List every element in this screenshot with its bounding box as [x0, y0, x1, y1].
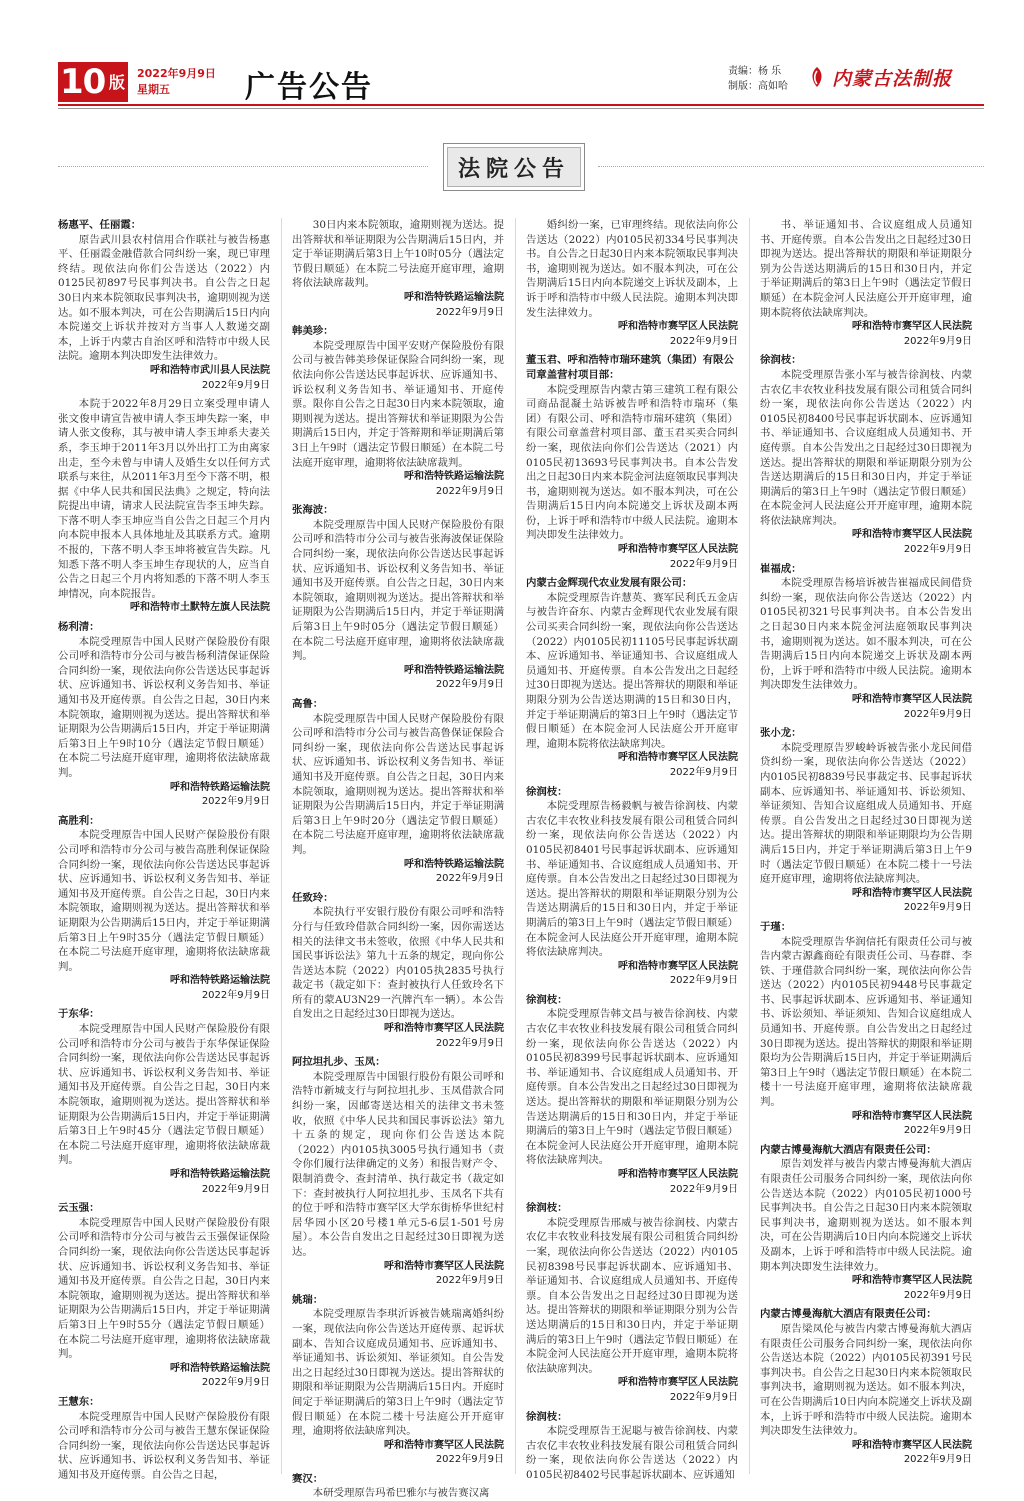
notice-court: 呼和浩特铁路运输法院 [404, 291, 504, 303]
notice-court: 呼和浩特市赛罕区人民法院 [852, 1275, 972, 1287]
notice-body: 本院受理原告杨培诉被告崔福成民间借贷纠纷一案，现依法向你公告送达（2022）内0105民初321号民事判决书。自本公告发出之日起30日内来本院金河法庭领取民事判决书，逾期则视为送达。如不服本判决，可在公告期满后15日内向本院递交上诉状及副本两份，上诉于呼和浩特市中级人民法院。逾期本判决即发生法律效力。 [760, 577, 972, 692]
notice-court: 呼和浩特市赛罕区人民法院 [384, 1023, 504, 1035]
notice-body: 本院受理原告邢威与被告徐润枝、内蒙古农亿丰农牧业科技发展有限公司租赁合同纠纷一案，现依法向你公告送达（2022）内0105民初8398号民事起诉状副本、应诉通知书、举证通知书、合议庭组成人员通知书、开庭传票。自本公告发出之日起经过30日即视为送达。提出答辩状的期限和举证期限分别为公告送达期满后的15日和30日内，并定于举证期满后的第3日上午9时（遇法定节假日顺延）在本院金河人民法庭公开开庭审理，逾期本院将依法缺席判决。 [526, 1216, 738, 1375]
court-notice [292, 1472, 504, 1501]
header-rule [58, 104, 984, 106]
court-notice [292, 218, 504, 320]
court-notice [292, 503, 504, 693]
court-notice [526, 1410, 738, 1483]
newspaper-logo-icon [808, 66, 826, 88]
notice-body: 书、举证通知书、合议庭组成人员通知书、开庭传票。自本公告发出之日起经过30日即视为送达。提出答辩状的期限和举证期限分别为公告送达期满后的15日和30日内，并定于举证期满后的第3日上午9时（遇法定节假日顺延）在本院金河人民法庭公开开庭审理，逾期本院将依法缺席判决。 [760, 219, 972, 319]
notice-body: 本院受理原告罗峻岭诉被告张小龙民间借贷纠纷一案，现依法向你公告送达（2022）内0105民初8839号民事裁定书、民事起诉状副本、应诉通知书、举证通知书、诉讼须知、举证须知、告知合议庭组成人员通知书、开庭传票。自公告发出之日起经过30日即视为送达。提出答辩状的期限和举证期限均为公告期满后15日内，并定于举证期满后第3日上午9时（遇法定节假日顺延）在本院二楼十一号法庭开庭审理，逾期将依法缺席判决。 [760, 741, 972, 886]
court-notice [760, 1143, 972, 1304]
notice-body: 本院受理原告中国人民财产保险股份有限公司呼和浩特市分公司与被告杨利清保证保险合同纠纷一案，现依法向你公告送达民事起诉状、应诉通知书、诉讼权利义务告知书、举证通知书及开庭传票。自公告之日起，30日内来本院领取，逾期则视为送达。提出答辩状和举证期限为公告期满后15日内，并定于举证期满后第3日上午9时10分（遇法定节假日顺延）在本院二号法庭开庭审理，逾期将依法缺席裁判。 [58, 635, 270, 779]
notice-body: 本院受理原告中国人民财产保险股份有限公司呼和浩特市分公司与被告王慧东保证保险合同纠纷一案，现依法向你公告送达民事起诉状、应诉通知书、诉讼权利义务告知书、举证通知书及开庭传票。自公告之日起， [58, 1410, 270, 1481]
notice-body: 本院受理原告中国平安财产保险股份有限公司与被告韩美珍保证保险合同纠纷一案，现依法向你公告送达民事起诉状、应诉通知书、诉讼权利义务告知书、举证通知书、开庭传票。限你自公告之日起30日内来本院领取，逾期则视为送达。提出答辩状和举证期限为公告期满后15日内，并定于答辩期和举证期满后第3日上午9时（遇法定节假日顺延）在本院二号法庭开庭审理，逾期将依法缺席裁判。 [292, 339, 504, 469]
notice-date: 2022年9月9日 [669, 335, 738, 347]
notice-party: 赛汉： [292, 1472, 324, 1485]
notice-court: 呼和浩特市赛罕区人民法院 [852, 529, 972, 541]
notice-date: 2022年9月9日 [201, 1183, 270, 1195]
notice-court: 呼和浩特市赛罕区人民法院 [618, 321, 738, 333]
notice-party: 徐润枝： [526, 785, 568, 798]
notice-party: 张海波： [292, 504, 334, 517]
editor-credits [728, 64, 788, 94]
notice-court: 呼和浩特市赛罕区人民法院 [618, 960, 738, 972]
notice-party: 董玉君、呼和浩特市瑞环建筑（集团）有限公司章盖营村项目部： [526, 354, 734, 381]
notice-body: 本院受理原告中国人民财产保险股份有限公司呼和浩特市分公司与被告于东华保证保险合同纠纷一案，现依法向你公告送达民事起诉状、应诉通知书、诉讼权利义务告知书、举证通知书及开庭传票。自公告之日起，30日内来本院领取，逾期则视为送达。提出答辩状和举证期限为公告期满后15日内，并定于举证期满后第3日上午9时45分（遇法定节假日顺延）在本院二号法庭开庭审理，逾期将依法缺席裁判。 [58, 1023, 270, 1167]
notice-party: 徐润枝： [526, 993, 568, 1006]
notice-body: 本院于2022年8月29日立案受理申请人张文俊申请宣告被申请人李玉坤失踪一案，申请人张文俊称，其与被申请人李玉坤系夫妻关系，李玉坤于2011年3月以外出打工为由离家出走，至今未曾与申请人及婚生女以任何方式联系与来往，从2011年3月至今下落不明，根据《中华人民共和国民法典》之规定，特向法院提出申请，请求人民法院宣告李玉坤失踪。下落不明人李玉坤应当自公告之日起三个月内向本院申报本人具体地址及其联系方式。逾期不报的，下落不明人李玉坤将被宣告失踪。凡知悉下落不明人李玉坤生存现状的人，应当自公告之日起三个月内将知悉的下落不明人李玉坤情况，向本院报告。 [58, 398, 270, 600]
notice-date: 2022年9月9日 [903, 1454, 972, 1466]
producer-name: 制版：高如哈 [728, 81, 788, 92]
notice-party: 张小龙： [760, 727, 802, 740]
notice-court: 呼和浩特市土默特左旗人民法院 [130, 602, 270, 614]
notice-party: 内蒙古博曼海航大酒店有限责任公司： [760, 1308, 937, 1321]
court-notice [292, 1293, 504, 1468]
notice-court: 呼和浩特铁路运输法院 [170, 781, 270, 793]
court-notice [760, 1307, 972, 1468]
column-separator [281, 218, 282, 1474]
notice-court: 呼和浩特铁路运输法院 [404, 471, 504, 483]
notice-court: 呼和浩特市赛罕区人民法院 [618, 1377, 738, 1389]
page-number-badge [58, 62, 128, 102]
notice-date: 2022年9月9日 [201, 379, 270, 391]
section-title: 广告公告 [245, 70, 373, 105]
court-notice [526, 218, 738, 349]
court-notice [58, 814, 270, 1004]
notice-body: 本院受理原告李琪沂诉被告姚瑞离婚纠纷一案，现依法向你公告送达开庭传票、起诉状副本、告知合议庭成员通知书、应诉通知书、举证通知书、诉讼须知、举证须知。自公告发出之日起经过30日即视为送达。提出答辩状的期限和举证期限为公告期满后15日内。开庭时间定于举证期满后的第3日上午9时（遇法定节假日顺延）在本院二楼十号法庭公开开庭审理，逾期将依法缺席判决。 [292, 1308, 504, 1438]
court-notice [760, 726, 972, 916]
notice-court: 呼和浩特市赛罕区人民法院 [852, 887, 972, 899]
notice-party: 于瑾： [760, 920, 792, 933]
notice-body: 本院受理原告内蒙古第三建筑工程有限公司商品混凝土站诉被告呼和浩特市瑞环（集团）有限公司、呼和浩特市瑞环建筑（集团）有限公司章盖营村项目部、董玉君买卖合同纠纷一案，现依法向你们公告送达（2021）内0105民初13693号民事判决书。自本公告发出之日起30日内来本院金河法庭领取民事判决书，逾期则视为送达。如不服本判决，可在公告期满后15日内向本院递交上诉状及副本两份，上诉于呼和浩特市中级人民法院。逾期本判决即发生法律效力。 [526, 383, 738, 542]
banner-title: 法院公告 [457, 155, 570, 182]
court-notice [58, 1007, 270, 1197]
notice-date: 2022年9月9日 [903, 902, 972, 914]
notice-date: 2022年9月9日 [669, 975, 738, 987]
notice-party: 于东华： [58, 1008, 100, 1021]
notice-date: 2022年9月9日 [903, 1125, 972, 1137]
notice-party: 崔福成： [760, 562, 802, 575]
notice-court: 呼和浩特市赛罕区人民法院 [618, 544, 738, 556]
notice-date: 2022年9月9日 [669, 766, 738, 778]
notice-body: 本院受理原告韩文昌与被告徐润枝、内蒙古农亿丰农牧业科技发展有限公司租赁合同纠纷一案，现依法向你公告送达（2022）内0105民初8399号民事起诉状副本、应诉通知书、举证通知书、合议庭组成人员通知书、开庭传票。自本公告发出之日起经过30日即视为送达。提出答辩状的期限和举证期限分别为公告送达期满后的15日和30日内，并定于举证期满后的第3日上午9时（遇法定节假日顺延）在本院金河人民法庭公开开庭审理，逾期本院将依法缺席判决。 [526, 1008, 738, 1167]
notice-court: 呼和浩特市赛罕区人民法院 [618, 752, 738, 764]
court-notice [526, 785, 738, 989]
court-notice [58, 397, 270, 616]
banner-line-left [58, 166, 428, 167]
notice-party: 阿拉坦扎步、玉凤： [292, 1056, 386, 1069]
court-notice [292, 1055, 504, 1289]
notice-court: 呼和浩特市赛罕区人民法院 [852, 321, 972, 333]
notice-body: 本研受理原告玛希巴雅尔与被告赛汉离 [312, 1487, 490, 1500]
court-notice [58, 620, 270, 810]
column-separator [515, 218, 516, 1474]
notice-party: 高胜利： [58, 814, 100, 827]
notice-date: 2022年9月9日 [903, 335, 972, 347]
court-notice [526, 353, 738, 572]
notice-date: 2022年9月9日 [903, 544, 972, 556]
notice-party: 徐润枝： [526, 1202, 568, 1215]
notice-column-2 [292, 218, 504, 1500]
notice-date: 2022年9月9日 [669, 558, 738, 570]
notice-column-1 [58, 218, 270, 1481]
court-notice [526, 1201, 738, 1405]
notice-date: 2022年9月9日 [669, 1183, 738, 1195]
column-separator [749, 218, 750, 1474]
page-number: 10 [60, 62, 106, 102]
issue-weekday: 星期五 [137, 83, 170, 96]
notice-body: 本院执行平安银行股份有限公司呼和浩特分行与任致玲借款合同纠纷一案，因你需送达相关的法律文书未签收，依照《中华人民共和国民事诉讼法》第九十五条的规定，现向你公告送达本院（2022）内0105执2835号执行裁定书（裁定如下：查封被执行人任致玲名下所有的蒙AU3N29一汽牌汽车一辆）。本公告自发出之日起经过30日即视为送达。 [292, 906, 504, 1021]
court-notice [292, 324, 504, 499]
notice-body: 本院受理原告中国人民财产保险股份有限公司呼和浩特市分公司与被告高胜利保证保险合同纠纷一案，现依法向你公告送达民事起诉状、应诉通知书、诉讼权利义务告知书、举证通知书及开庭传票。自公告之日起，30日内来本院领取，逾期则视为送达。提出答辩状和举证期限为公告期满后15日内，并定于举证期满后第3日上午9时35分（遇法定节假日顺延）在本院二号法庭开庭审理，逾期将依法缺席裁判。 [58, 829, 270, 973]
notice-party: 徐润枝： [526, 1410, 568, 1423]
notice-party: 内蒙古博曼海航大酒店有限责任公司： [760, 1143, 937, 1156]
notice-body: 30日内来本院领取，逾期则视为送达。提出答辩状和举证期限为公告期满后15日内，并定于举证期满后第3日上午10时05分（遇法定节假日顺延）在本院二号法庭开庭审理，逾期将依法缺席裁判。 [292, 219, 504, 290]
court-notice [58, 1395, 270, 1483]
notice-court: 呼和浩特铁路运输法院 [404, 664, 504, 676]
notice-party: 徐润枝： [760, 354, 802, 367]
court-notice [58, 1201, 270, 1391]
notice-body: 本院受理原告中国人民财产保险股份有限公司呼和浩特市分公司与被告张海波保证保险合同纠纷一案，现依法向你公告送达民事起诉状、应诉通知书、诉讼权利义务告知书、举证通知书及开庭传票。自公告之日起，30日内来本院领取，逾期则视为送达。提出答辩状和举证期限为公告期满后15日内，并定于举证期满后第3日上午9时05分（遇法定节假日顺延）在本院二号法庭开庭审理，逾期将依法缺席裁判。 [292, 518, 504, 663]
court-notice [760, 353, 972, 557]
notice-court: 呼和浩特市赛罕区人民法院 [852, 1110, 972, 1122]
court-notice [760, 920, 972, 1139]
page-suffix: 版 [106, 74, 126, 90]
notice-date: 2022年9月9日 [435, 679, 504, 691]
notice-party: 杨惠平、任丽霞： [58, 219, 142, 231]
notice-date: 2022年9月9日 [669, 1391, 738, 1403]
court-notice [292, 891, 504, 1052]
issue-date-block [137, 66, 216, 98]
header-rule-thin [58, 108, 984, 109]
notice-body: 本院受理原告中国人民财产保险股份有限公司呼和浩特市分公司与被告云玉强保证保险合同纠纷一案，现依法向你公告送达民事起诉状、应诉通知书、诉讼权利义务告知书、举证通知书及开庭传票。自公告之日起，30日内来本院领取，逾期则视为送达。提出答辩状和举证期限为公告期满后15日内，并定于举证期满后第3日上午9时55分（遇法定节假日顺延）在本院二号法庭开庭审理，逾期将依法缺席裁判。 [58, 1216, 270, 1361]
notice-date: 2022年9月9日 [435, 1037, 504, 1049]
notice-court: 呼和浩特市赛罕区人民法院 [852, 694, 972, 705]
notice-column-3 [526, 218, 738, 1481]
banner-line-right [598, 166, 984, 167]
notice-body: 原告梁凤伦与被告内蒙古博曼海航大酒店有限责任公司服务合同纠纷一案，现依法向你公告送达本院（2022）内0105民初391号民事判决书。自公告之日起30日内来本院领取民事判决书，逾期则视为送达。如不服本判决，可在公告期满后10日内向本院递交上诉状及副本，上诉于呼和浩特市中级人民法院。逾期本判决即发生法律效力。 [760, 1322, 972, 1438]
notice-court: 呼和浩特铁路运输法院 [404, 858, 504, 870]
notice-body: 本院受理原告杨毅帆与被告徐润枝、内蒙古农亿丰农牧业科技发展有限公司租赁合同纠纷一案，现依法向你公告送达（2022）内0105民初8401号民事起诉状副本、应诉通知书、举证通知书、合议庭组成人员通知书、开庭传票。自本公告发出之日起经过30日即视为送达。提出答辩状的期限和举证期限分别为公告送达期满后的15日和30日内，并定于举证期满后的第3日上午9时（遇法定节假日顺延）在本院金河人民法庭公开开庭审理，逾期本院将依法缺席判决。 [526, 800, 738, 959]
notice-date: 2022年9月9日 [903, 1289, 972, 1301]
notice-body: 原告武川县农村信用合作联社与被告杨惠平、任丽霞金融借款合同纠纷一案，现已审理终结。现依法向你们公告送达（2022）内0125民初897号民事判决书。自公告之日起30日内来本院领取民事判决书，逾期则视为送达。如不服本判决，可在公告期满后15日内向本院递交上诉状并按对方当事人人数递交副本，上诉于内蒙古自治区呼和浩特市中级人民法院。逾期本判决即发生法律效力。 [58, 233, 270, 363]
notice-body: 原告刘发祥与被告内蒙古博曼海航大酒店有限责任公司服务合同纠纷一案，现依法向你公告送达本院（2022）内0105民初1000号民事判决书。自公告之日起30日内来本院领取民事判决书，逾期则视为送达。如不服本判决，可在公告期满后10日内向本院递交上诉状及副本，上诉于呼和浩特市中级人民法院。逾期本判决即发生法律效力。 [760, 1158, 972, 1273]
notice-date: 2022年9月9日 [201, 1377, 270, 1389]
court-notice [292, 697, 504, 887]
notice-date: 2022年9月9日 [435, 1454, 504, 1466]
newspaper-logo-text: 内蒙古法制报 [832, 67, 953, 90]
notice-date: 2022年9月9日 [435, 1275, 504, 1287]
notice-body: 本院受理原告王泥聪与被告徐润枝、内蒙古农亿丰农牧业科技发展有限公司租赁合同纠纷一案，现依法向你公告送达（2022）内0105民初8402号民事起诉状副本、应诉通知 [526, 1425, 738, 1481]
newspaper-logo [808, 62, 983, 92]
notice-party: 韩美珍： [292, 325, 334, 338]
notice-court: 呼和浩特市武川县人民法院 [150, 364, 270, 376]
notice-court: 呼和浩特铁路运输法院 [170, 1169, 270, 1180]
notice-date: 2022年9月9日 [201, 796, 270, 808]
court-notice [526, 576, 738, 780]
notice-date: 2022年9月9日 [435, 485, 504, 497]
notice-party: 任致玲： [292, 891, 334, 904]
notice-date: 2022年9月9日 [201, 989, 270, 1001]
notice-date: 2022年9月9日 [435, 873, 504, 885]
notice-party: 杨利清： [58, 621, 100, 634]
notice-body: 本院受理原告中国人民财产保险股份有限公司呼和浩特市分公司与被告高鲁保证保险合同纠纷一案，现依法向你公告送达民事起诉状、应诉通知书、诉讼权利义务告知书、举证通知书及开庭传票。自公告之日起，30日内来本院领取，逾期则视为送达。提出答辩状和举证期限为公告期满后15日内，并定于举证期满后第3日上午9时20分（遇法定节假日顺延）在本院二号法庭开庭审理，逾期将依法缺席裁判。 [292, 712, 504, 856]
notice-party: 云玉强： [58, 1202, 100, 1215]
court-notice [760, 562, 972, 723]
notice-party: 姚瑞： [292, 1293, 324, 1306]
notice-body: 本院受理原告中国银行股份有限公司呼和浩特市新城支行与阿拉坦扎步、玉凤借款合同纠纷一案，因邮寄送达相关的法律文书未签收，依照《中华人民共和国民事诉讼法》第九十五条的规定，现向你们公告送达本院（2022）内0105执3005号执行通知书（责令你们履行法律确定的义务）和报告财产令、限制消费令、查封清单、执行裁定书（裁定如下：查封被执行人阿拉坦扎步、玉凤名下共有的位于呼和浩特市赛罕区大学东街桥华世纪村居华园小区20号楼1单元5-6层1-501号房屋）。本公告自发出之日起经过30日即视为送达。 [292, 1070, 504, 1258]
notice-court: 呼和浩特市赛罕区人民法院 [384, 1439, 504, 1451]
notice-court: 呼和浩特铁路运输法院 [170, 1362, 270, 1374]
notice-party: 王慧东： [58, 1395, 100, 1408]
court-notice-banner [443, 143, 585, 191]
notice-body: 本院受理原告华润信托有限责任公司与被告内蒙古源鑫商砼有限责任公司、马春群、李铁、于瑾借款合同纠纷一案，现依法向你公告送达（2022）内0105民初9448号民事裁定书、民事起诉状副本、应诉通知书、举证通知书、诉讼须知、举证须知、告知合议庭组成人员通知书、开庭传票。自公告发出之日起经过30日即视为送达。提出答辩状的期限和举证期限均为公告期满后15日内，并定于举证期满后第3日上午9时（遇法定节假日顺延）在本院二楼十一号法庭开庭审理，逾期将依法缺席裁判。 [760, 935, 972, 1109]
notice-date: 2022年9月9日 [903, 708, 972, 720]
notice-body: 婚纠纷一案，已审理终结。现依法向你公告送达（2022）内0105民初334号民事判决书。自公告之日起30日内来本院领取民事判决书，逾期则视为送达。如不服本判决，可在公告期满后15日内向本院递交上诉状及副本，上诉于呼和浩特市中级人民法院。逾期本判决即发生法律效力。 [526, 219, 738, 319]
court-notice [526, 993, 738, 1197]
notice-court: 呼和浩特市赛罕区人民法院 [384, 1260, 504, 1272]
notice-party: 高鲁： [292, 698, 324, 710]
notice-column-4 [760, 218, 972, 1474]
notice-date: 2022年9月9日 [435, 306, 504, 318]
editor-name: 责编：杨 乐 [728, 66, 782, 77]
court-notice [58, 218, 270, 393]
notice-party: 内蒙古金辉现代农业发展有限公司： [526, 577, 693, 590]
notice-court: 呼和浩特市赛罕区人民法院 [852, 1439, 972, 1451]
notice-body: 本院受理原告张小军与被告徐润枝、内蒙古农亿丰农牧业科技发展有限公司租赁合同纠纷一案，现依法向你公告送达（2022）内0105民初8400号民事起诉状副本、应诉通知书、举证通知书、合议庭组成人员通知书、开庭传票。自本公告发出之日起经过30日即视为送达。提出答辩状的期限和举证期限分别为公告送达期满后的15日和30日内，并定于举证期满后的第3日上午9时（遇法定节假日顺延）在本院金河人民法庭公开开庭审理，逾期本院将依法缺席判决。 [760, 368, 972, 527]
notice-body: 本院受理原告许慧英、赛军民利氏五金店与被告许奋东、内蒙古金辉现代农业发展有限公司买卖合同纠纷一案，现依法向你公告送达（2022）内0105民初11105号民事起诉状副本、应诉通知书、举证通知书、合议庭组成人员通知书、开庭传票。自本公告发出之日起经过30日即视为送达。提出答辩状的期限和举证期限分别为公告送达期满的15日和30日内，并定于举证期满后的第3日上午9时（遇法定节假日顺延）在本院金河人民法庭公开开庭审理，逾期本院将依法缺席判决。 [526, 591, 738, 750]
notice-court: 呼和浩特铁路运输法院 [170, 975, 270, 987]
notice-court: 呼和浩特市赛罕区人民法院 [618, 1169, 738, 1180]
court-notice [760, 218, 972, 349]
issue-date: 2022年9月9日 [137, 67, 216, 80]
